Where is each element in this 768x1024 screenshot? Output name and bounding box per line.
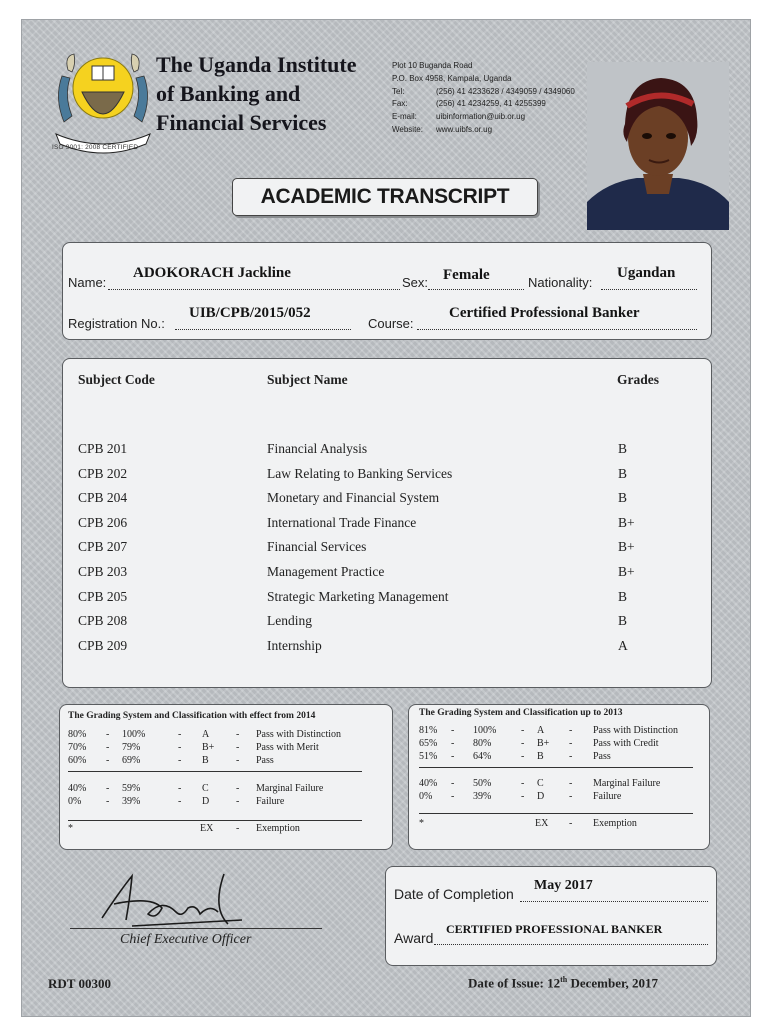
subject-grade: B xyxy=(618,441,628,456)
nationality-dotted-line xyxy=(601,289,697,290)
grade-range-high: 39% xyxy=(473,791,492,802)
range-dash: - xyxy=(451,725,455,736)
grading-divider xyxy=(419,767,693,768)
grade-letter: A xyxy=(537,725,545,736)
grade-range-low: 60% xyxy=(68,755,87,766)
grade-description: Pass xyxy=(593,751,611,762)
completion-date-dotted-line xyxy=(520,901,708,902)
subject-grade: B xyxy=(618,588,628,604)
website-label: Website: xyxy=(392,124,423,134)
range-dash: - xyxy=(236,742,240,753)
grade-range-high: 39% xyxy=(122,796,141,807)
subject-grade: B+ xyxy=(618,514,635,530)
contact-block xyxy=(392,60,575,137)
subject-grade: B xyxy=(618,613,628,629)
range-dash: - xyxy=(236,755,240,766)
nationality-label: Nationality: xyxy=(528,275,593,290)
email-value: uibinformation@uib.or.ug xyxy=(436,112,526,122)
range-dash: - xyxy=(521,791,525,802)
registration-number: UIB/CPB/2015/052 xyxy=(189,305,311,321)
sex-dotted-line xyxy=(428,289,524,290)
grade-description: Pass with Merit xyxy=(256,742,319,753)
grade-range-low: 80% xyxy=(68,729,87,740)
exemption-mark: * xyxy=(419,818,424,829)
subject-code: CPB 209 xyxy=(78,637,128,653)
range-dash: - xyxy=(569,818,573,829)
grade-letter: B+ xyxy=(202,742,215,753)
tel-value: (256) 41 4233628 / 4349059 / 4349060 xyxy=(436,86,575,96)
fax-value: (256) 41 4234259, 41 4255399 xyxy=(436,99,546,109)
range-dash: - xyxy=(236,823,240,834)
grade-range-low: 0% xyxy=(419,791,433,802)
grade-description: Pass with Distinction xyxy=(256,729,342,740)
grade-range-low: 70% xyxy=(68,742,87,753)
subject-grade: B+ xyxy=(618,539,635,555)
date-of-issue-label: Date of Issue: xyxy=(468,975,544,991)
grade-letter: B+ xyxy=(537,738,550,749)
award-name: CERTIFIED PROFESSIONAL BANKER xyxy=(446,922,663,936)
grade-range-low: 65% xyxy=(419,738,438,749)
range-dash: - xyxy=(178,742,182,753)
range-dash: - xyxy=(178,755,182,766)
name-label: Name: xyxy=(68,275,107,290)
fax-label: Fax: xyxy=(392,99,408,109)
grading-divider xyxy=(68,820,362,821)
range-dash: - xyxy=(236,796,240,807)
subject-code: CPB 204 xyxy=(78,490,128,506)
issue-day: 12 xyxy=(547,975,561,991)
grading-2014-title: The Grading System and Classification with effect from 2014 xyxy=(68,711,316,721)
range-dash: - xyxy=(521,725,525,736)
range-dash: - xyxy=(451,791,455,802)
grade-range-low: 0% xyxy=(68,796,82,807)
issue-day-suffix: th xyxy=(560,975,568,984)
grade-range-low: 81% xyxy=(419,725,438,736)
range-dash: - xyxy=(106,755,110,766)
range-dash: - xyxy=(569,751,573,762)
address-line-1: Plot 10 Buganda Road xyxy=(392,61,473,70)
range-dash: - xyxy=(178,783,182,794)
range-dash: - xyxy=(569,725,573,736)
transcript-sheet xyxy=(22,20,750,1016)
grade-range-high: 100% xyxy=(122,729,146,740)
signatory-title: Chief Executive Officer xyxy=(120,932,252,947)
grade-range-high: 100% xyxy=(473,725,497,736)
tel-label: Tel: xyxy=(392,86,405,96)
range-dash: - xyxy=(106,783,110,794)
subject-grade: B xyxy=(618,465,628,481)
grade-letter: A xyxy=(202,729,210,740)
registration-label: Registration No.: xyxy=(68,316,165,331)
grade-letter: D xyxy=(537,791,545,802)
subject-name: Lending xyxy=(267,613,312,629)
range-dash: - xyxy=(521,751,525,762)
subject-grade: B xyxy=(618,490,628,506)
subject-name: Strategic Marketing Management xyxy=(267,588,449,604)
grade-range-low: 40% xyxy=(68,783,87,794)
grade-description: Marginal Failure xyxy=(256,783,324,794)
grading-system-2013 xyxy=(408,704,710,850)
grade-range-high: 64% xyxy=(473,751,492,762)
grading-system-2014 xyxy=(59,704,393,850)
student-info-card xyxy=(62,242,712,340)
range-dash: - xyxy=(178,729,182,740)
ceo-signature xyxy=(92,868,252,932)
grading-divider xyxy=(68,771,362,772)
subject-name: Internship xyxy=(267,637,322,653)
issue-month-year: December, 2017 xyxy=(570,975,659,991)
subject-code: CPB 208 xyxy=(78,613,128,629)
subject-code: CPB 207 xyxy=(78,539,128,555)
grade-description: Pass with Credit xyxy=(593,738,659,749)
subject-code: CPB 203 xyxy=(78,564,128,579)
sex-label: Sex: xyxy=(402,275,429,290)
subject-name: Law Relating to Banking Services xyxy=(267,465,453,481)
grades-header: Grades xyxy=(617,372,659,387)
exemption-mark: * xyxy=(68,823,73,834)
subject-name: Monetary and Financial System xyxy=(267,490,440,506)
exemption-description: Exemption xyxy=(593,818,637,829)
subject-grade: B+ xyxy=(618,564,635,579)
subjects-table xyxy=(62,358,712,688)
grade-letter: B xyxy=(537,751,544,762)
website-value: www.uibfs.or.ug xyxy=(436,124,493,134)
exemption-grade: EX xyxy=(535,818,549,829)
range-dash: - xyxy=(569,791,573,802)
grade-range-high: 59% xyxy=(122,783,141,794)
grade-description: Failure xyxy=(593,791,622,802)
subject-code-header: Subject Code xyxy=(78,372,155,387)
grading-divider xyxy=(419,813,693,814)
subject-name: Financial Services xyxy=(267,539,367,555)
grade-range-high: 79% xyxy=(122,742,141,753)
range-dash: - xyxy=(106,729,110,740)
student-sex: Female xyxy=(443,267,490,283)
range-dash: - xyxy=(178,796,182,807)
iso-certification: ISO 9001: 2008 CERTIFIED xyxy=(52,144,139,151)
grade-description: Marginal Failure xyxy=(593,778,661,789)
grade-range-low: 40% xyxy=(419,778,438,789)
institution-name-line-1: The Uganda Institute xyxy=(156,52,357,77)
subject-code: CPB 205 xyxy=(78,588,128,604)
institution-name-line-2: of Banking and xyxy=(156,81,301,106)
grade-range-high: 80% xyxy=(473,738,492,749)
range-dash: - xyxy=(236,783,240,794)
exemption-grade: EX xyxy=(200,823,214,834)
institute-crest-logo xyxy=(50,46,156,158)
grade-description: Failure xyxy=(256,796,285,807)
range-dash: - xyxy=(451,778,455,789)
exemption-description: Exemption xyxy=(256,823,300,834)
subject-name: International Trade Finance xyxy=(267,514,417,530)
grade-letter: C xyxy=(202,783,209,794)
subject-name: Management Practice xyxy=(267,564,385,579)
student-name: ADOKORACH Jackline xyxy=(133,265,291,281)
completion-card xyxy=(385,866,717,966)
institution-name-line-3: Financial Services xyxy=(156,110,327,135)
date-of-issue xyxy=(468,975,658,991)
grade-range-low: 51% xyxy=(419,751,438,762)
grade-letter: B xyxy=(202,755,209,766)
course-dotted-line xyxy=(417,329,697,330)
range-dash: - xyxy=(521,778,525,789)
award-dotted-line xyxy=(434,944,708,945)
name-dotted-line xyxy=(108,289,400,290)
grade-letter: C xyxy=(537,778,544,789)
range-dash: - xyxy=(106,796,110,807)
email-label: E-mail: xyxy=(392,112,417,122)
subject-grade: A xyxy=(618,637,628,653)
range-dash: - xyxy=(106,742,110,753)
course-name: Certified Professional Banker xyxy=(449,305,640,321)
course-label: Course: xyxy=(368,316,414,331)
range-dash: - xyxy=(569,778,573,789)
range-dash: - xyxy=(569,738,573,749)
award-label: Award xyxy=(394,930,434,946)
grade-description: Pass with Distinction xyxy=(593,725,679,736)
subject-code: CPB 202 xyxy=(78,465,128,481)
student-photo xyxy=(587,62,729,230)
address-line-2: P.O. Box 4958, Kampala, Uganda xyxy=(392,73,512,83)
signature-line xyxy=(70,928,322,929)
document-serial-number: RDT 00300 xyxy=(48,976,111,991)
completion-date-label: Date of Completion xyxy=(394,886,514,902)
range-dash: - xyxy=(236,729,240,740)
document-title: ACADEMIC TRANSCRIPT xyxy=(232,178,538,216)
range-dash: - xyxy=(451,751,455,762)
subject-code: CPB 206 xyxy=(78,514,128,530)
subject-name-header: Subject Name xyxy=(267,372,348,387)
grade-letter: D xyxy=(202,796,210,807)
grading-2013-title: The Grading System and Classification up to 2013 xyxy=(419,708,623,718)
grade-description: Pass xyxy=(256,755,274,766)
subject-name: Financial Analysis xyxy=(267,441,368,456)
range-dash: - xyxy=(451,738,455,749)
grade-range-high: 69% xyxy=(122,755,141,766)
student-nationality: Ugandan xyxy=(617,265,676,281)
subject-code: CPB 201 xyxy=(78,441,128,456)
registration-dotted-line xyxy=(175,329,351,330)
institution-name xyxy=(156,50,356,137)
grade-range-high: 50% xyxy=(473,778,492,789)
range-dash: - xyxy=(521,738,525,749)
completion-date: May 2017 xyxy=(534,878,593,893)
